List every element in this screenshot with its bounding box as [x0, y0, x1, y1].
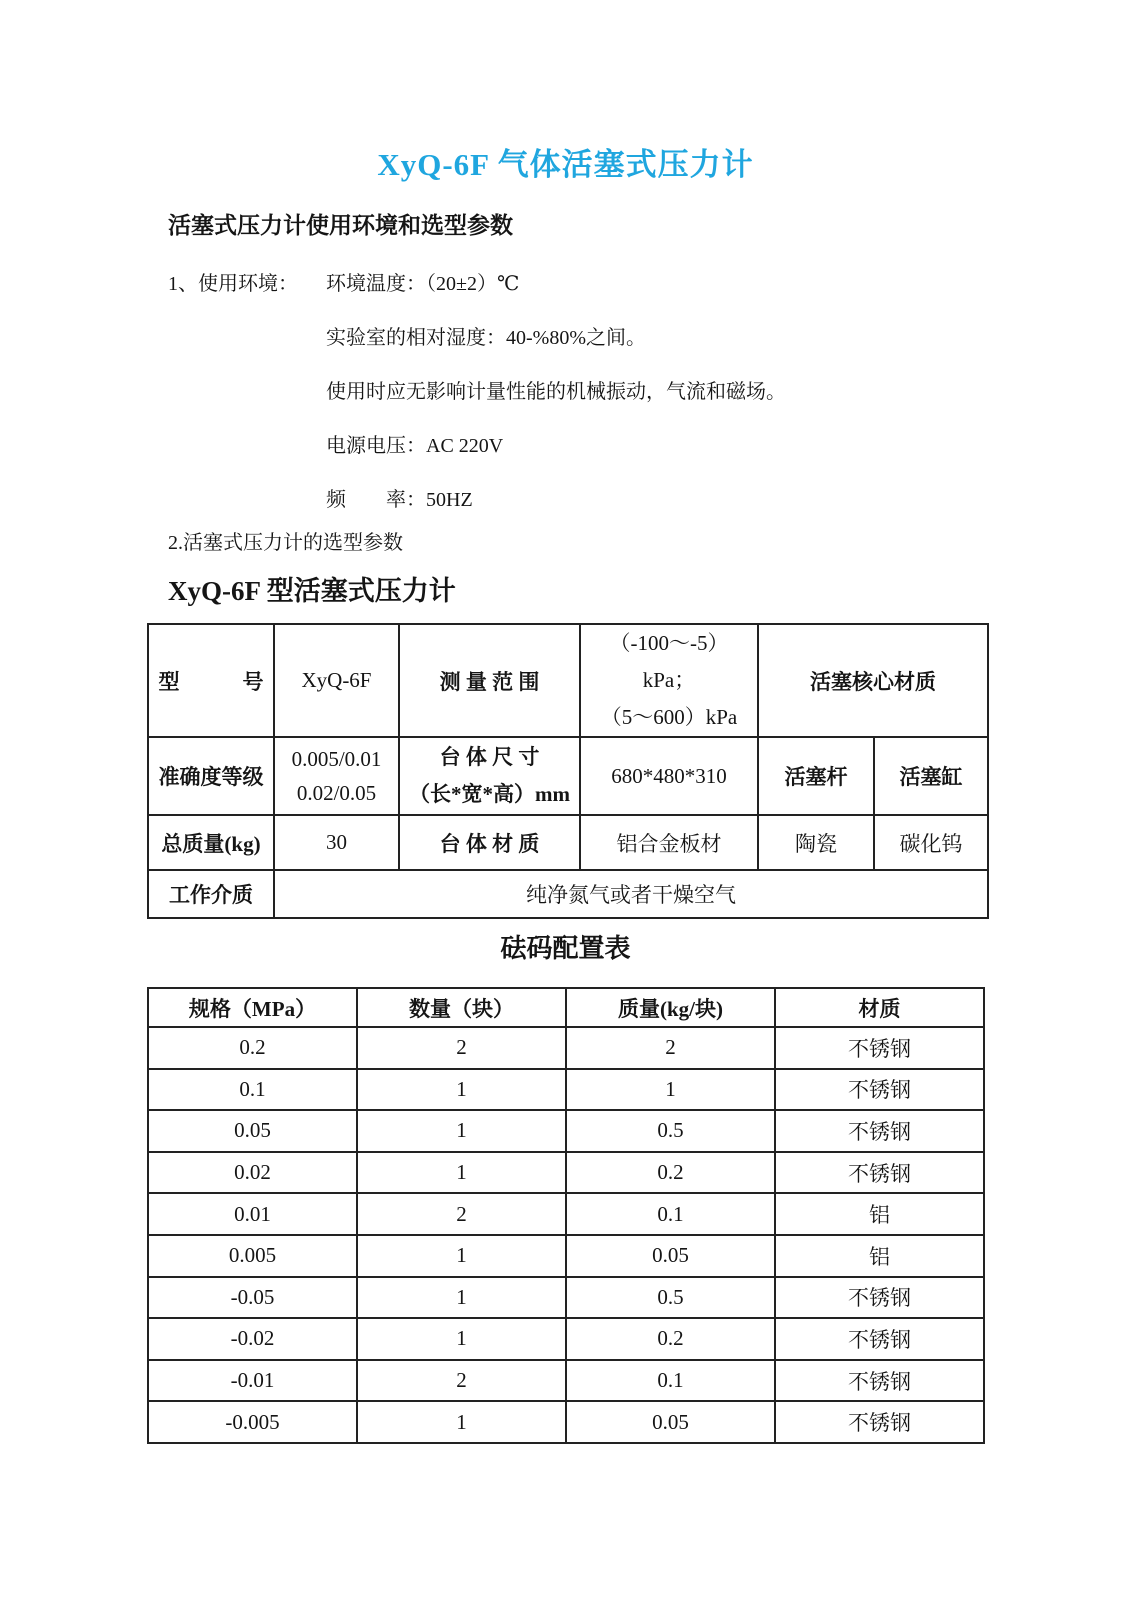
- range-line-1: （-100～-5）kPa；: [609, 631, 729, 692]
- cell-spec: 0.2: [148, 1027, 357, 1069]
- env-line-vibration: 使用时应无影响计量性能的机械振动，气流和磁场。: [326, 381, 786, 403]
- cell-medium-value: 纯净氮气或者干燥空气: [274, 870, 988, 918]
- cell-range-label: 测 量 范 围: [399, 624, 580, 737]
- cell-body-material-value: 铝合金板材: [580, 815, 758, 870]
- cell-spec: 0.005: [148, 1235, 357, 1277]
- header-quantity: 数量（块）: [357, 988, 566, 1027]
- cell-core-material-label: 活塞核心材质: [758, 624, 988, 737]
- table-row: [148, 1235, 984, 1277]
- cell-size-value: 680*480*310: [580, 737, 758, 815]
- spec-row-medium: [148, 870, 988, 918]
- spec-row-accuracy: [148, 737, 988, 815]
- cell-quantity: 1: [357, 1152, 566, 1194]
- table-row: [148, 1277, 984, 1319]
- cell-material: 不锈钢: [775, 1360, 984, 1402]
- size-label-line-2: （长*宽*高）mm: [409, 782, 570, 806]
- cell-spec: 0.05: [148, 1110, 357, 1152]
- cell-quantity: 1: [357, 1110, 566, 1152]
- accuracy-line-1: 0.005/0.01: [291, 747, 382, 771]
- section2-label: 2.活塞式压力计的选型参数: [168, 532, 403, 554]
- cell-range-value: [580, 624, 758, 737]
- cell-accuracy-label: 准确度等级: [148, 737, 274, 815]
- table-row: [148, 1027, 984, 1069]
- cell-mass: 2: [566, 1027, 775, 1069]
- cell-quantity: 2: [357, 1360, 566, 1402]
- cell-spec: -0.01: [148, 1360, 357, 1402]
- cell-quantity: 2: [357, 1193, 566, 1235]
- cell-mass-value: 30: [274, 815, 399, 870]
- cell-mass: 0.5: [566, 1277, 775, 1319]
- cell-piston-rod-label: 活塞杆: [758, 737, 874, 815]
- header-spec-mpa: 规格（MPa）: [148, 988, 357, 1027]
- table-row: [148, 1069, 984, 1111]
- header-material: 材质: [775, 988, 984, 1027]
- cell-material: 不锈钢: [775, 1318, 984, 1360]
- table-row: [148, 1152, 984, 1194]
- table-row: [148, 1110, 984, 1152]
- section1-heading: 活塞式压力计使用环境和选型参数: [168, 213, 513, 238]
- cell-spec: -0.005: [148, 1401, 357, 1443]
- table-row: [148, 1401, 984, 1443]
- weights-table-title: 砝码配置表: [500, 934, 631, 963]
- cell-model-value: XyQ-6F: [274, 624, 399, 737]
- cell-mass: 0.2: [566, 1318, 775, 1360]
- cell-material: 铝: [775, 1193, 984, 1235]
- cell-spec: 0.1: [148, 1069, 357, 1111]
- cell-quantity: 1: [357, 1069, 566, 1111]
- env-line-temperature: 环境温度：（20±2）℃: [326, 273, 520, 295]
- cell-spec: 0.01: [148, 1193, 357, 1235]
- cell-material: 铝: [775, 1235, 984, 1277]
- cell-quantity: 1: [357, 1235, 566, 1277]
- cell-spec: -0.02: [148, 1318, 357, 1360]
- range-line-2: （5～600）kPa: [600, 705, 738, 729]
- cell-quantity: 1: [357, 1401, 566, 1443]
- env-line-voltage: 电源电压：AC 220V: [326, 435, 504, 457]
- cell-accuracy-value: [274, 737, 399, 815]
- cell-quantity: 1: [357, 1277, 566, 1319]
- cell-mass: 1: [566, 1069, 775, 1111]
- cell-material: 不锈钢: [775, 1277, 984, 1319]
- cell-mass: 0.1: [566, 1193, 775, 1235]
- table-row: [148, 1360, 984, 1402]
- env-item-label: 1、使用环境：: [168, 273, 298, 295]
- cell-piston-cylinder-label: 活塞缸: [874, 737, 988, 815]
- cell-mass: 0.2: [566, 1152, 775, 1194]
- cell-quantity: 1: [357, 1318, 566, 1360]
- cell-material: 不锈钢: [775, 1110, 984, 1152]
- cell-material: 不锈钢: [775, 1401, 984, 1443]
- env-row-1: [168, 271, 1131, 297]
- cell-rod-material-value: 陶瓷: [758, 815, 874, 870]
- table-row: [148, 1318, 984, 1360]
- cell-cylinder-material-value: 碳化钨: [874, 815, 988, 870]
- cell-spec: 0.02: [148, 1152, 357, 1194]
- env-line-humidity: 实验室的相对湿度：40-%80%之间。: [326, 327, 646, 349]
- weights-table: [147, 987, 985, 1444]
- cell-mass: 0.05: [566, 1235, 775, 1277]
- cell-spec: -0.05: [148, 1277, 357, 1319]
- cell-material: 不锈钢: [775, 1152, 984, 1194]
- cell-material: 不锈钢: [775, 1069, 984, 1111]
- cell-quantity: 2: [357, 1027, 566, 1069]
- spec-row-model: [148, 624, 988, 737]
- size-label-line-1: 台 体 尺 寸: [439, 745, 540, 769]
- cell-mass: 0.5: [566, 1110, 775, 1152]
- accuracy-line-2: 0.02/0.05: [296, 781, 377, 805]
- cell-size-label: [399, 737, 580, 815]
- weights-header-row: [148, 988, 984, 1027]
- doc-title: XyQ-6F 气体活塞式压力计: [377, 147, 754, 182]
- table-row: [148, 1193, 984, 1235]
- spec-row-mass: [148, 815, 988, 870]
- spec-table: [147, 623, 989, 919]
- cell-mass: 0.05: [566, 1401, 775, 1443]
- cell-medium-label: 工作介质: [148, 870, 274, 918]
- spec-table-heading: XyQ-6F 型活塞式压力计: [168, 576, 456, 606]
- header-mass-per-piece: 质量(kg/块): [566, 988, 775, 1027]
- cell-mass: 0.1: [566, 1360, 775, 1402]
- cell-body-material-label: 台 体 材 质: [399, 815, 580, 870]
- env-line-frequency: 频 率：50HZ: [326, 489, 473, 511]
- cell-mass-label: 总质量(kg): [148, 815, 274, 870]
- cell-model-label: 型 号: [148, 624, 274, 737]
- cell-material: 不锈钢: [775, 1027, 984, 1069]
